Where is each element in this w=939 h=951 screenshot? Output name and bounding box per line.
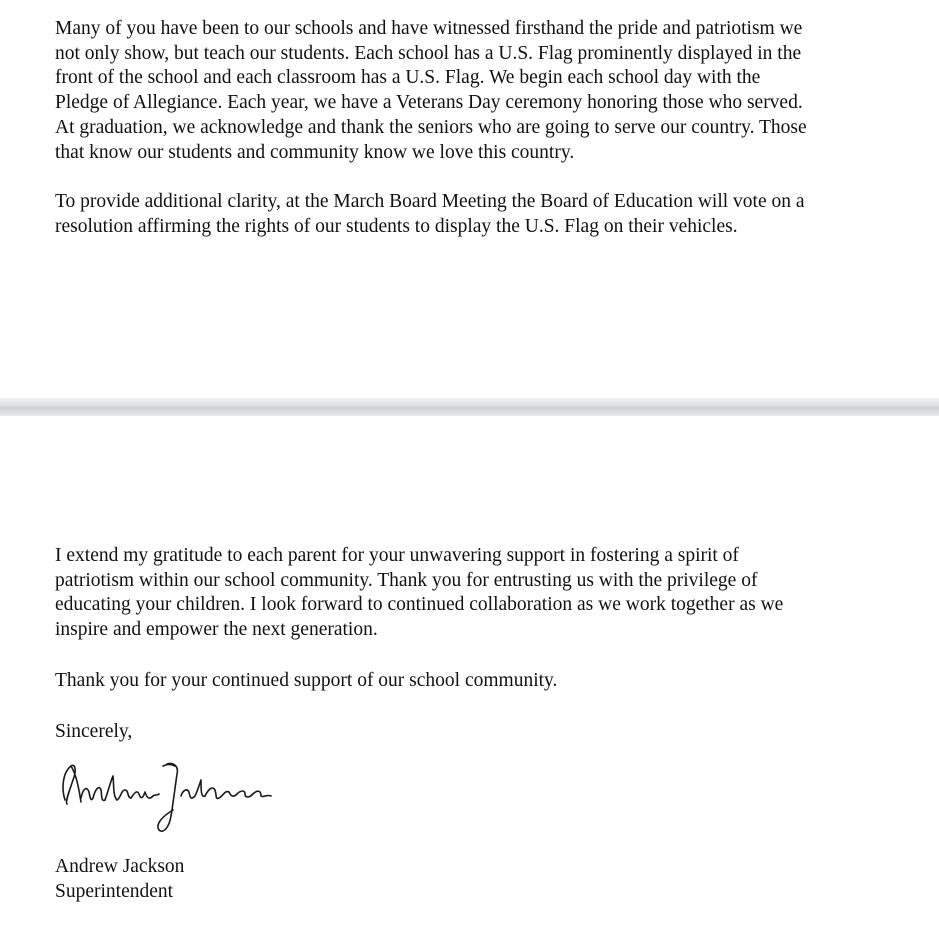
closing-sincerely: Sincerely, xyxy=(55,721,133,742)
text-line: educating your children. I look forward to continued collaboration as we work together as we xyxy=(55,594,784,616)
text-line: resolution affirming the rights of our students to display the U.S. Flag on their vehicles. xyxy=(55,215,738,237)
text-line: Pledge of Allegiance. Each year, we have a Veterans Day ceremony honoring those who served. xyxy=(55,92,803,114)
signer-title: Superintendent xyxy=(55,881,174,902)
text-line: At graduation, we acknowledge and thank the seniors who are going to serve our country. Those xyxy=(55,116,807,138)
signer-name: Andrew Jackson xyxy=(55,856,185,877)
page-separator xyxy=(0,398,939,416)
text-line: that know our students and community know we love this country. xyxy=(55,141,575,163)
paragraph-gratitude xyxy=(55,544,915,643)
text-line: Many of you have been to our schools and have witnessed firsthand the pride and patriotism we xyxy=(55,18,803,39)
letter-page-top xyxy=(0,0,939,398)
text-line: not only show, but teach our students. Each school has a U.S. Flag prominently displayed in the xyxy=(55,42,802,64)
text-line: front of the school and each classroom has a U.S. Flag. We begin each school day with the xyxy=(55,67,761,89)
paragraph-patriotism xyxy=(55,17,915,165)
paragraph-thank-you: Thank you for your continued support of our school community. xyxy=(55,670,558,691)
text-line: inspire and empower the next generation. xyxy=(55,619,378,641)
handwritten-signature xyxy=(55,758,285,838)
text-line: To provide additional clarity, at the March Board Meeting the Board of Education will vote on a xyxy=(55,191,805,212)
text-line: I extend my gratitude to each parent for your unwavering support in fostering a spirit of xyxy=(55,545,739,566)
paragraph-board-meeting xyxy=(55,190,915,239)
text-line: patriotism within our school community. Thank you for entrusting us with the privilege of xyxy=(55,569,758,591)
